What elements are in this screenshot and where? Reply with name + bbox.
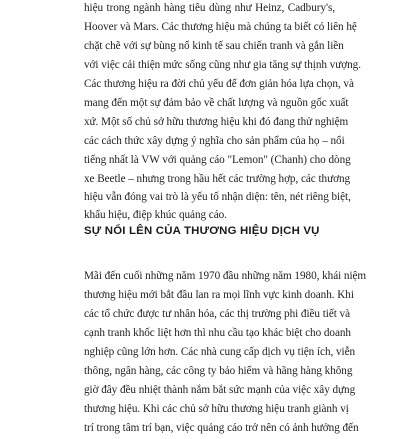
text-line: Hoover và Mars. Các thương hiệu mà chúng ta biết có liên hệ	[84, 21, 357, 33]
text-line: xứ. Một số chủ sở hữu thương hiệu khi đó đang thử nghiệm	[84, 116, 349, 128]
text-line: Các thương hiệu ra đời chủ yếu để đơn giản hóa lựa chọn, và	[84, 78, 354, 90]
text-line: hiệu vẫn đóng vai trò là yếu tố nhận diện: tên, nét riêng biệt,	[84, 191, 351, 203]
text-line: nghiệp cũng lớn hơn. Các nhà cung cấp dịch vụ tiện ích, viễn	[84, 346, 356, 358]
text-line: giờ đây đều nhiệt thành nắm bắt sức mạnh của việc xây dựng	[84, 384, 356, 396]
text-line: tiếng nhất là VW với quảng cáo "Lemon" (Chanh) cho dòng	[84, 154, 351, 166]
text-line: các tổ chức được tư nhân hóa, các thị trường phi điều tiết và	[84, 308, 351, 320]
text-line: thông, ngân hàng, các công ty bảo hiểm và hãng hàng không	[84, 365, 353, 377]
text-line: khẩu hiệu, điệp khúc quảng cáo.	[84, 209, 227, 221]
text-line: mang đến một sự đảm bảo về chất lượng và nguồn gốc xuất	[84, 97, 349, 109]
text-line: với việc cải thiện mức sống cũng như gia tăng sự thịnh vượng.	[84, 59, 361, 71]
section-heading: SỰ NỔI LÊN CỦA THƯƠNG HIỆU DỊCH VỤ	[84, 225, 320, 237]
text-line: cạnh tranh khốc liệt hơn thì nhu cầu tạo khác biệt cho doanh	[84, 327, 351, 339]
text-line: Mãi đến cuối những năm 1970 đầu những năm 1980, khái niệm	[84, 270, 367, 282]
text-line: xe Beetle – nhưng trong hầu hết các trường hợp, các thương	[84, 173, 351, 185]
text-line: chặt chẽ với sự bùng nổ kinh tế sau chiến tranh và gắn liền	[84, 40, 344, 52]
text-line: các cách thức xây dựng ý nghĩa cho sản phẩm của họ – nổi	[84, 135, 345, 147]
text-line: thương hiệu mới bắt đầu lan ra mọi lĩnh vực kinh doanh. Khi	[84, 289, 354, 301]
text-line: thương hiệu. Khi các chủ sở hữu thương hiệu tranh giành vị	[84, 403, 349, 415]
text-line: trí trong tâm trí bạn, việc quảng cáo trở nên có ảnh hưởng đến	[84, 422, 359, 434]
text-line: hiệu trong ngành hàng tiêu dùng như Heinz, Cadbury's,	[84, 2, 335, 14]
